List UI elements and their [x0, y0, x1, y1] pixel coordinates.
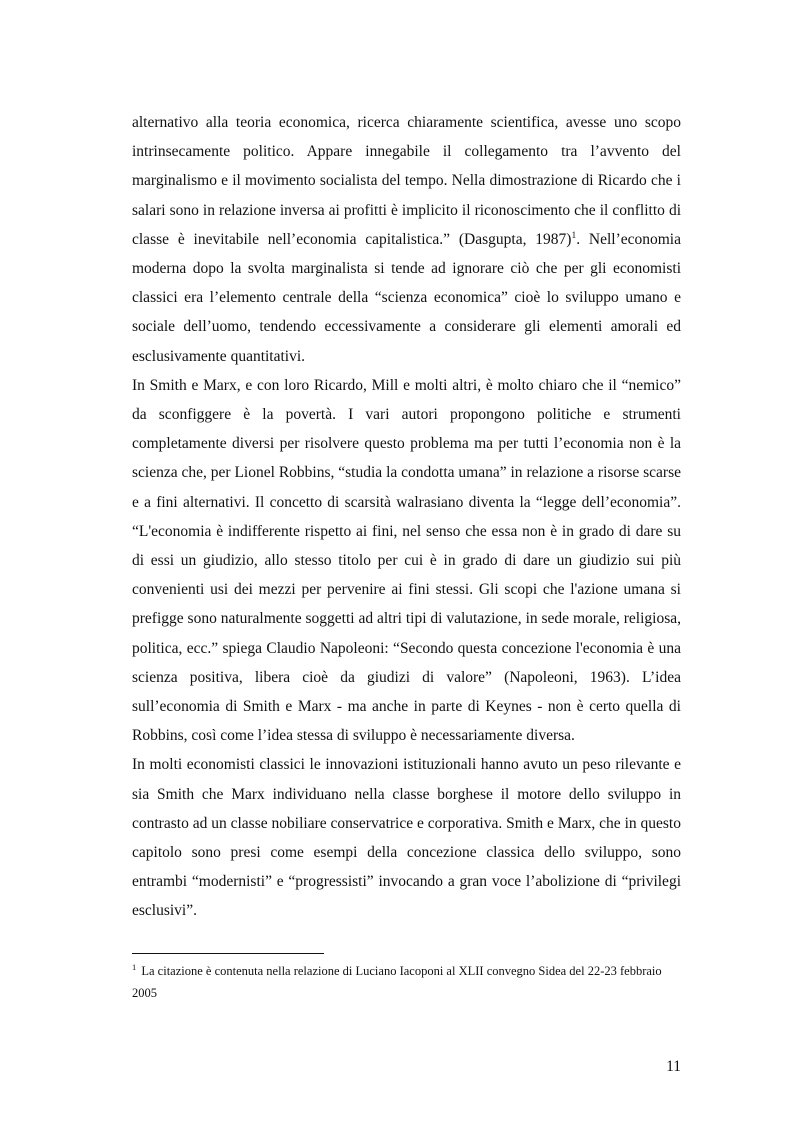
paragraph-2: In Smith e Marx, e con loro Ricardo, Mill e molti altri, è molto chiaro che il “nemico” da sconfiggere è la povertà. I vari autori propongono politiche e strumenti completamente diversi per risolvere questo problema ma per tutti l’economia non è la scienza che, per Lionel Robbins, “studia la condotta umana” in relazione a risorse scarse e a fini alternativi. Il concetto di scarsità walrasiano diventa la “legge dell’economia”. “L'economia è indifferente rispetto ai fini, nel senso che essa non è in grado di dare su di essi un giudizio, allo stesso titolo per cui è in grado di dare un giudizio sui più convenienti usi dei mezzi per pervenire ai fini stessi. Gli scopi che l'azione umana si prefigge sono naturalmente soggetti ad altri tipi di valutazione, in sede morale, religiosa, politica, ecc.” spiega Claudio Napoleoni: “Secondo questa concezione l'economia è una scienza positiva, libera cioè da giudizi di valore” (Napoleoni, 1963). L’idea sull’economia di Smith e Marx - ma anche in parte di Keynes - non è certo quella di Robbins, così come l’idea stessa di sviluppo è necessariamente diversa.: [132, 376, 681, 745]
footnote: [132, 960, 681, 1004]
page-number: 11: [666, 1058, 681, 1075]
paragraph-1-text-b: . Nell’economia moderna dopo la svolta marginalista si tende ad ignorare ciò che per gli economisti classici era l’elemento centrale della “scienza economica” cioè lo sviluppo umano e sociale dell’uomo, tendendo eccessivamente a considerare gli elementi amorali ed esclusivamente quantitativi.: [132, 230, 681, 365]
footnote-number: 1: [132, 961, 137, 972]
paragraph-1-text-a: alternativo alla teoria economica, ricerca chiaramente scientifica, avesse uno scopo intrinsecamente politico. Appare innegabile il collegamento tra l’avvento del marginalismo e il movimento socialista del tempo. Nella dimostrazione di Ricardo che i salari sono in relazione inversa ai profitti è implicito il riconoscimento che il conflitto di classe è inevitabile nell’economia capitalistica.” (Dasgupta, 1987): [132, 114, 681, 248]
paragraph-3: In molti economisti classici le innovazioni istituzionali hanno avuto un peso rilevante e sia Smith che Marx individuano nella classe borghese il motore dello sviluppo in contrasto ad un classe nobiliare conservatrice e corporativa. Smith e Marx, che in questo capitolo sono presi come esempi della concezione classica dello sviluppo, sono entrambi “modernisti” e “progressisti” invocando a gran voce l’abolizione di “privilegi esclusivi”.: [132, 756, 681, 920]
paragraph-1: [132, 108, 681, 371]
footnote-separator: [132, 953, 324, 954]
page-body: [132, 108, 681, 926]
footnote-text: La citazione è contenuta nella relazione di Luciano Iacoponi al XLII convegno Sidea del 22-23 febbraio 2005: [132, 964, 662, 1000]
footnote-reference-mark: 1: [571, 230, 577, 241]
